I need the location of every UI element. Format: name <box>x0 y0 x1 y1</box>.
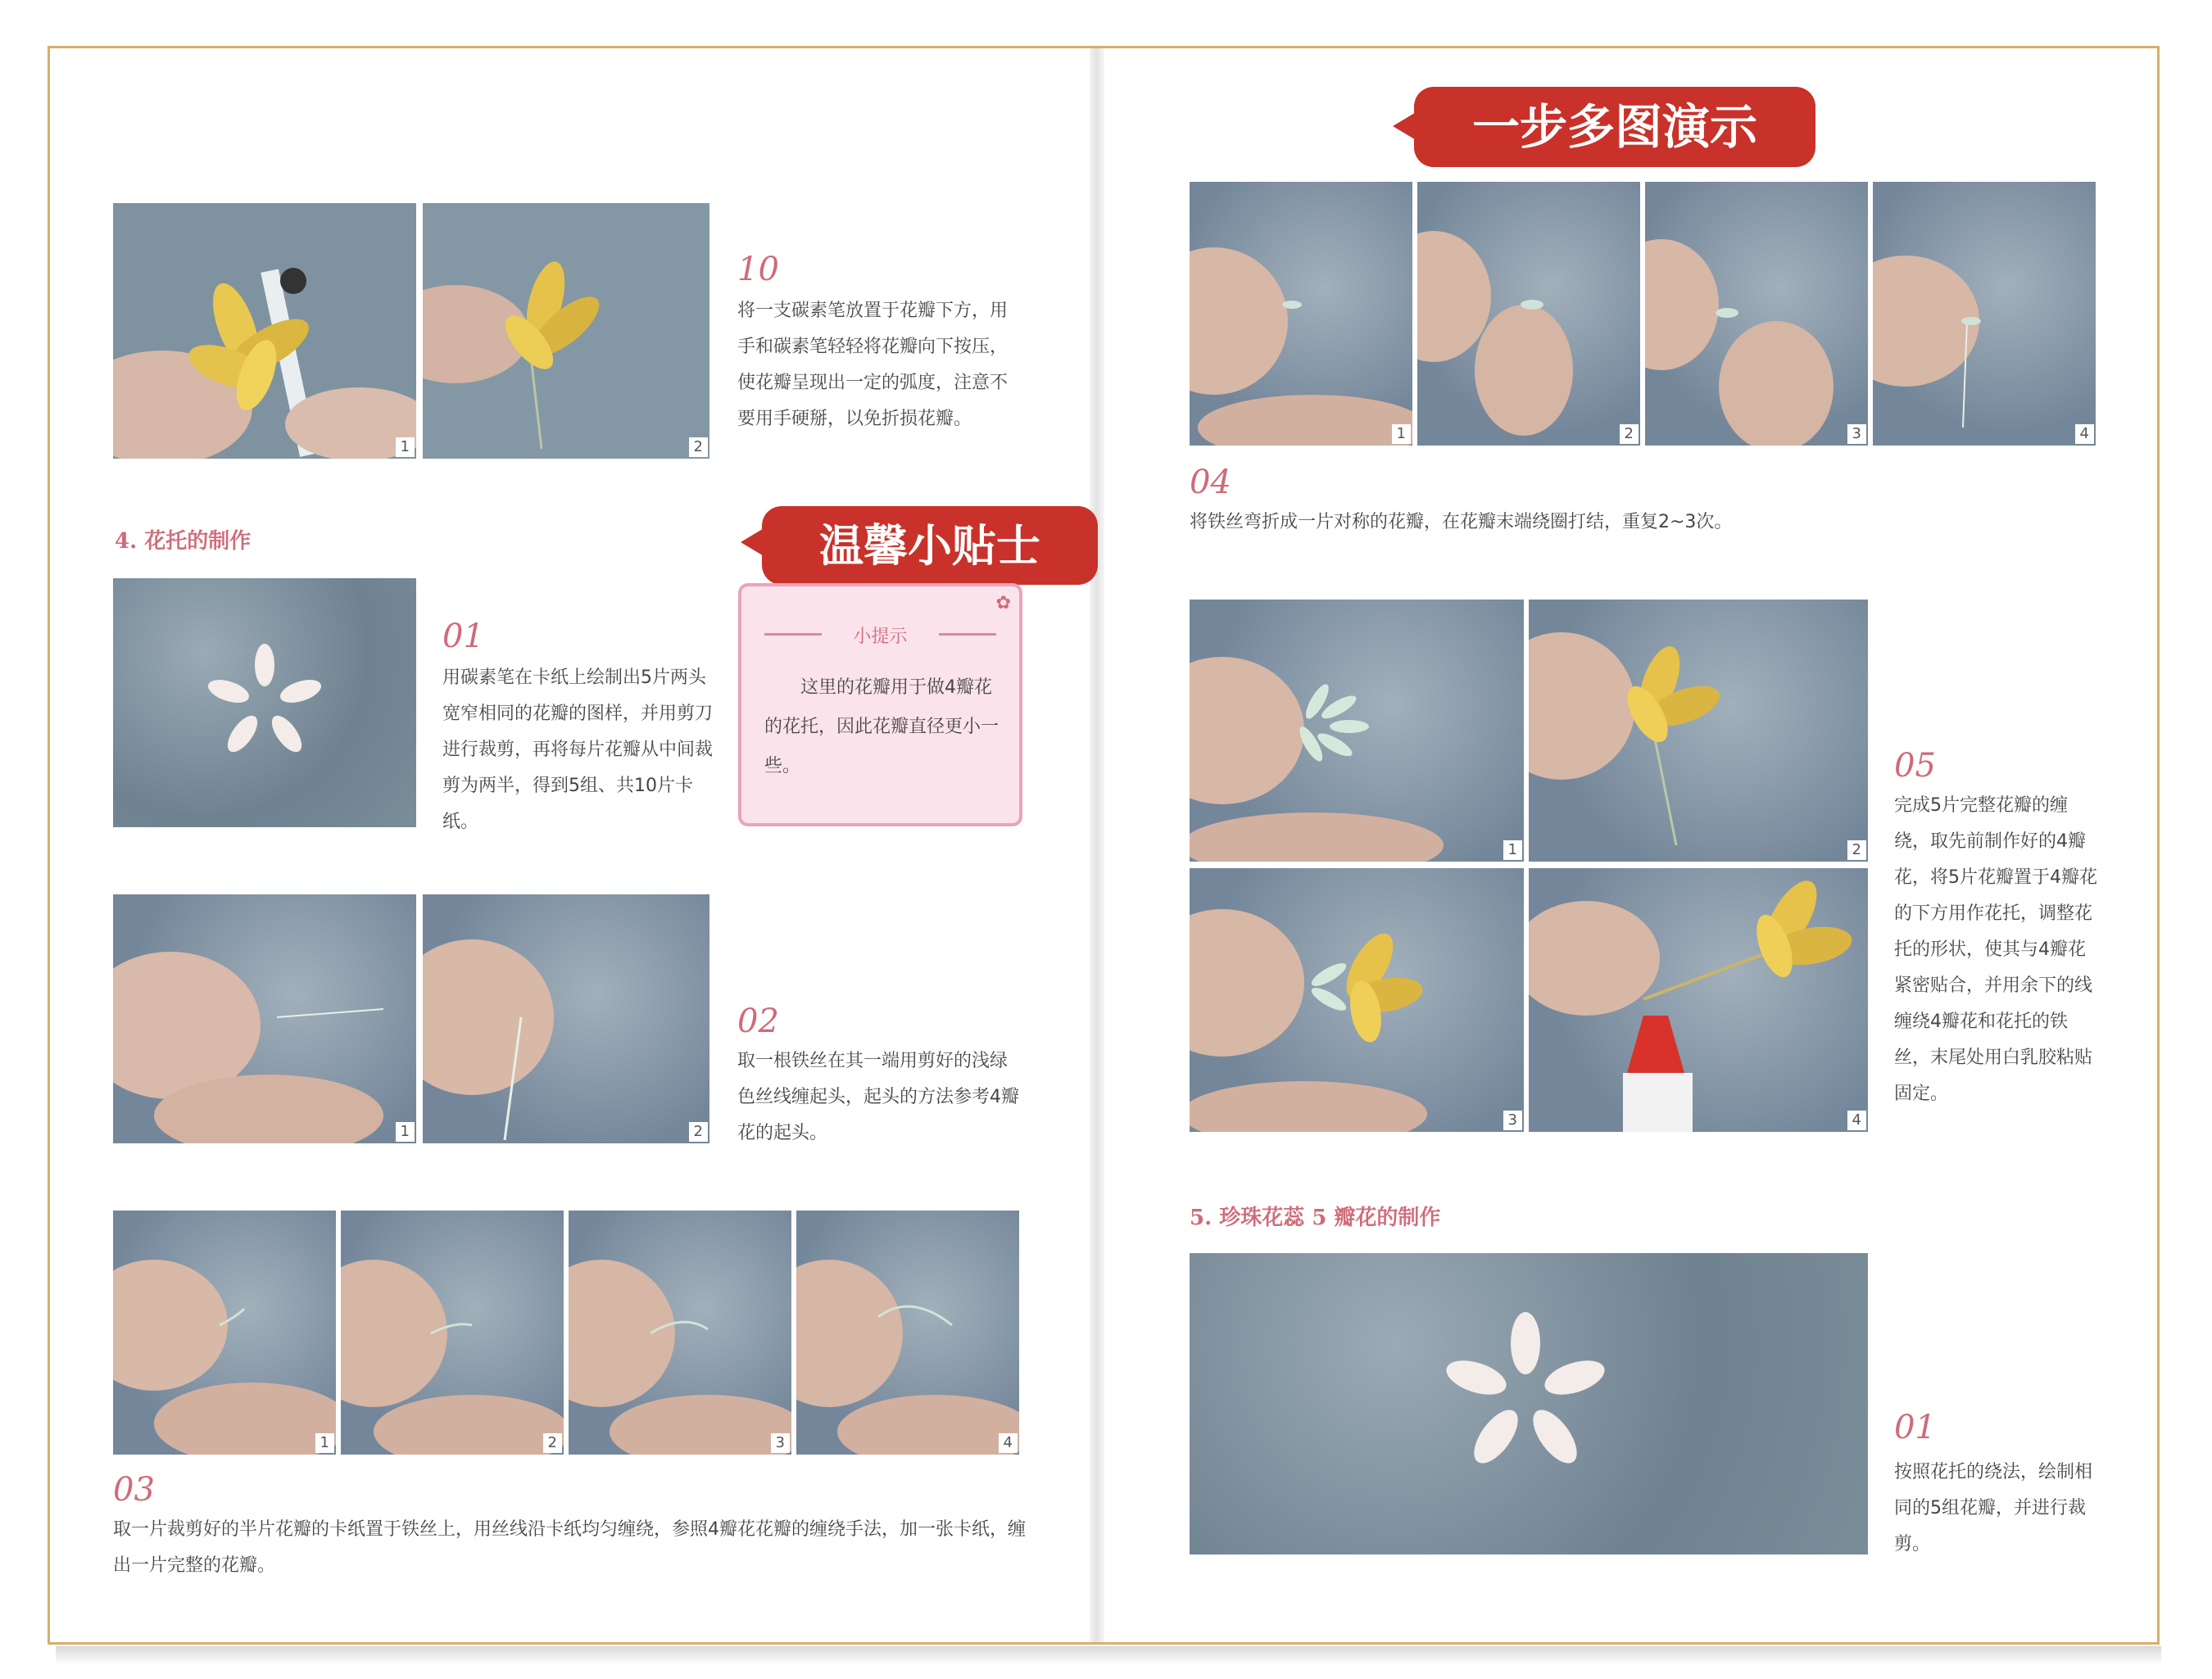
calyx-step-03-number: 03 <box>113 1471 155 1509</box>
calyx03-photo-2 <box>341 1211 564 1455</box>
flower-hand-illustration <box>113 203 416 459</box>
flower-hand-illustration <box>423 203 709 459</box>
wire-hand-illustration <box>1417 182 1640 446</box>
flower-hand-illustration <box>1529 600 1868 862</box>
photo-number: 1 <box>396 437 415 457</box>
photo-number: 4 <box>1847 1111 1866 1130</box>
step10-photo-2 <box>423 203 709 459</box>
paper-petals-illustration <box>113 578 416 827</box>
step10-photo-1 <box>113 203 416 459</box>
banner-tail <box>741 527 765 557</box>
photo-number: 1 <box>315 1433 334 1453</box>
calyx03-photo-1 <box>113 1211 336 1455</box>
tip-box <box>738 583 1022 826</box>
photo-number: 1 <box>1392 424 1411 444</box>
pearl-step-01-number: 01 <box>1894 1409 1936 1446</box>
tip-heading: 小提示 <box>853 627 908 647</box>
calyx-step-02-text: 取一根铁丝在其一端用剪好的浅绿色丝线缠起头，起头的方法参考4瓣花的起头。 <box>737 1051 1019 1143</box>
photo-number: 2 <box>1847 840 1866 860</box>
calyx-step-05-text: 完成5片完整花瓣的缠绕，取先前制作好的4瓣花，将5片花瓣置于4瓣花的下方用作花托，调整花托的形状，使其与4瓣花紧密贴合，并用余下的线缠绕4瓣花和花托的铁丝，末尾处用白乳胶粘贴固定。 <box>1894 795 2097 1104</box>
calyx04-photo-3 <box>1645 182 1868 446</box>
flower-icon: ✿ <box>995 593 1011 613</box>
wire-hand-illustration <box>569 1211 791 1455</box>
calyx05-photo-4 <box>1529 868 1868 1132</box>
wire-hand-illustration <box>341 1211 564 1455</box>
wire-hand-illustration <box>796 1211 1019 1455</box>
calyx05-photo-2 <box>1529 600 1868 862</box>
page-shadow <box>56 1646 2161 1664</box>
calyx05-photo-3 <box>1190 868 1524 1132</box>
demo-banner-text: 一步多图演示 <box>1471 99 1757 155</box>
wire-hand-illustration <box>1645 182 1868 446</box>
wire-hand-illustration <box>1190 182 1412 446</box>
tip-text: 这里的花瓣用于做4瓣花的花托，因此花瓣直径更小一些。 <box>764 677 999 776</box>
calyx-step-05-number: 05 <box>1894 747 1936 785</box>
section-pearl-heading: 5. 珍珠花蕊 5 瓣花的制作 <box>1190 1206 1441 1230</box>
photo-number: 3 <box>771 1433 790 1453</box>
calyx-step-01-number: 01 <box>442 618 484 655</box>
section-calyx-heading: 4. 花托的制作 <box>115 529 252 554</box>
step-10-number: 10 <box>737 251 779 288</box>
photo-number: 2 <box>1620 424 1639 444</box>
photo-number: 1 <box>396 1122 415 1142</box>
calyx03-photo-3 <box>569 1211 791 1455</box>
wire-hand-illustration <box>113 894 416 1143</box>
pearl01-photo <box>1190 1253 1868 1555</box>
calyx04-photo-2 <box>1417 182 1640 446</box>
photo-number: 4 <box>999 1433 1018 1453</box>
wire-hand-illustration <box>423 894 709 1143</box>
wire-hand-illustration <box>1873 182 2096 446</box>
calyx-step-02-number: 02 <box>737 1002 779 1040</box>
demo-banner <box>1414 87 1815 167</box>
calyx-step-03-text: 取一片裁剪好的半片花瓣的卡纸置于铁丝上，用丝线沿卡纸均匀缠绕，参照4瓣花花瓣的缠绕手法，加一张卡纸，缠出一片完整的花瓣。 <box>113 1519 1027 1576</box>
flower-hand-illustration <box>1190 868 1524 1132</box>
glue-flower-illustration <box>1529 868 1868 1132</box>
tips-banner <box>762 506 1098 585</box>
photo-number: 4 <box>2075 424 2094 444</box>
wire-hand-illustration <box>113 1211 336 1455</box>
calyx04-photo-1 <box>1190 182 1412 446</box>
photo-number: 3 <box>1503 1111 1522 1130</box>
calyx02-photo-1 <box>113 894 416 1143</box>
calyx02-photo-2 <box>423 894 709 1143</box>
calyx-hand-illustration <box>1190 600 1524 862</box>
calyx01-photo <box>113 578 416 827</box>
pearl-step-01-text: 按照花托的绕法，绘制相同的5组花瓣，并进行裁剪。 <box>1894 1462 2093 1555</box>
calyx-step-04-text: 将铁丝弯折成一片对称的花瓣，在花瓣末端绕圈打结，重复2~3次。 <box>1190 512 1733 532</box>
photo-number: 2 <box>689 437 708 457</box>
tips-banner-text: 温馨小贴士 <box>819 519 1040 572</box>
photo-number: 2 <box>689 1122 708 1142</box>
photo-number: 1 <box>1503 840 1522 860</box>
calyx03-photo-4 <box>796 1211 1019 1455</box>
step-10-text: 将一支碳素笔放置于花瓣下方，用手和碳素笔轻轻将花瓣向下按压，使花瓣呈现出一定的弧度，注意不要用手硬掰，以免折损花瓣。 <box>737 301 1009 429</box>
calyx04-photo-4 <box>1873 182 2096 446</box>
banner-tail <box>1393 111 1417 141</box>
book-gutter <box>1090 48 1104 1642</box>
photo-number: 3 <box>1847 424 1866 444</box>
calyx-step-04-number: 04 <box>1190 464 1231 501</box>
calyx05-photo-1 <box>1190 600 1524 862</box>
photo-number: 2 <box>543 1433 562 1453</box>
paper-petals-illustration <box>1190 1253 1868 1555</box>
calyx-step-01-text: 用碳素笔在卡纸上绘制出5片两头宽窄相同的花瓣的图样，并用剪刀进行裁剪，再将每片花瓣从中间裁剪为两半，得到5组、共10片卡纸。 <box>442 668 714 832</box>
